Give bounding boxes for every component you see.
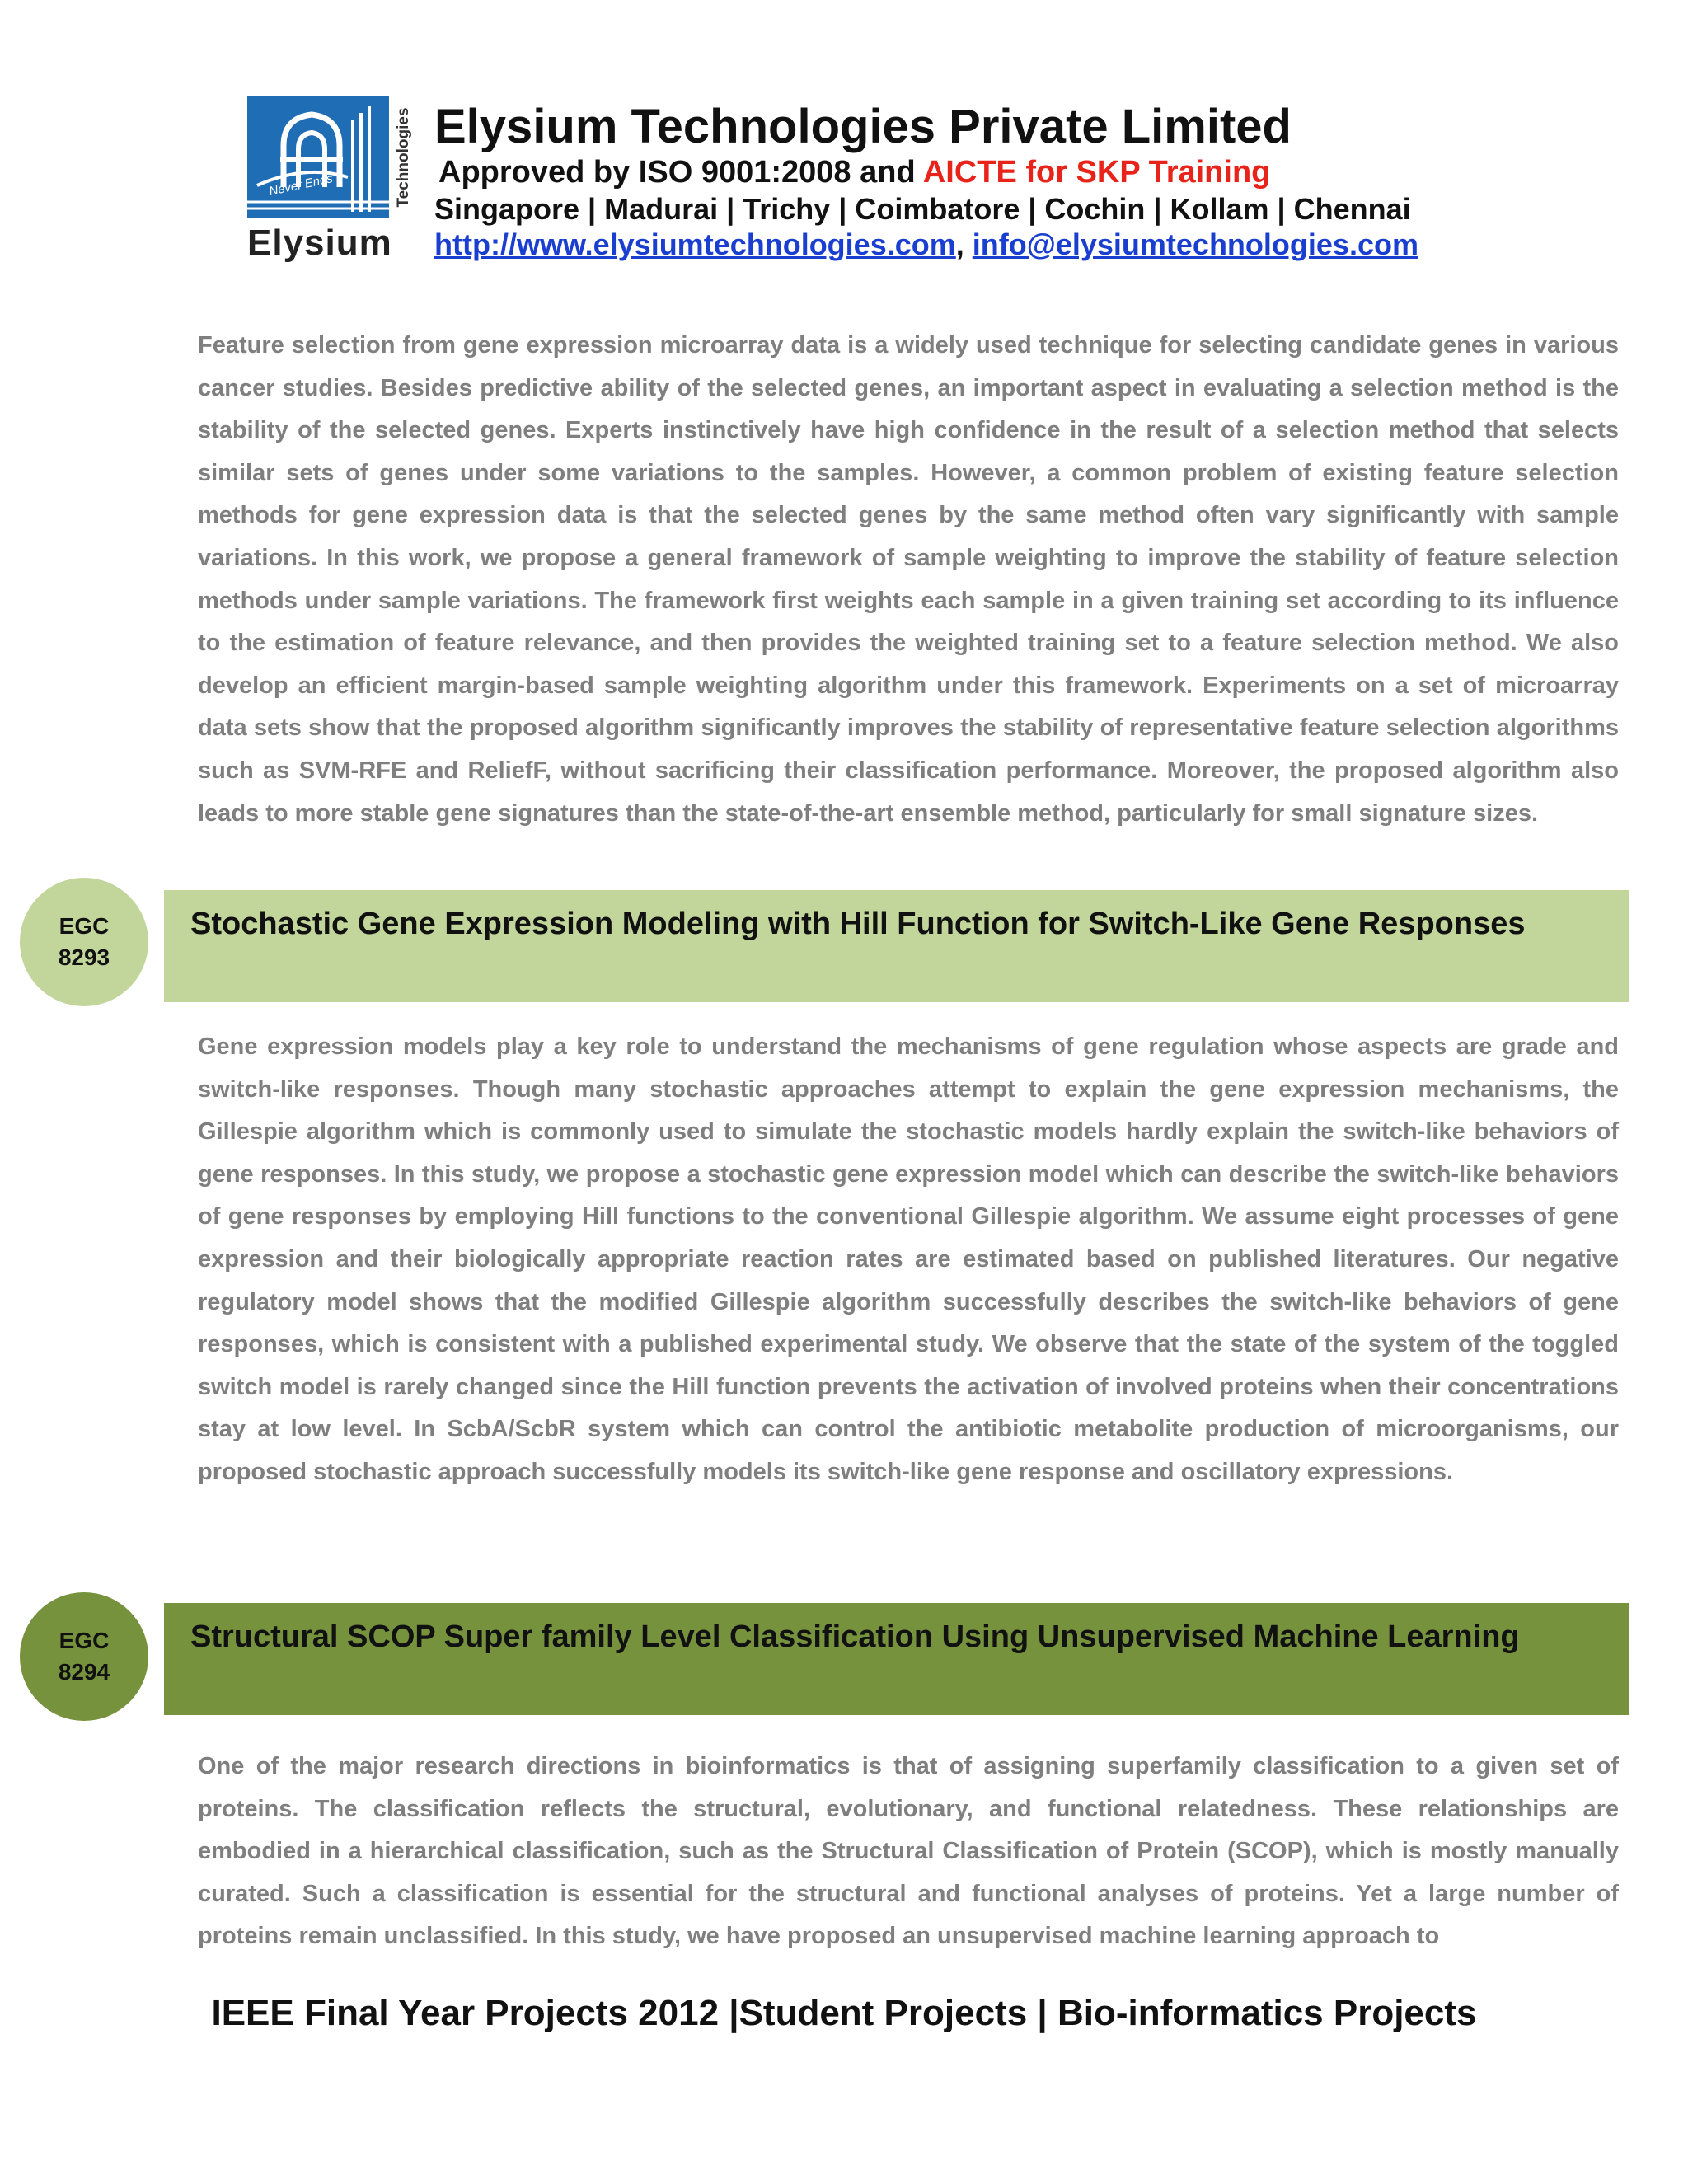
project-code-number: 8293 (58, 944, 110, 970)
project-title: Structural SCOP Super family Level Classification Using Unsupervised Machine Learning (190, 1619, 1520, 1654)
logo-vertical-text (391, 96, 417, 218)
project-abstract: Gene expression models play a key role to understand the mechanisms of gene regulation whose aspects are grade and switch-like responses. Though many stochastic approaches attempt to explain the gene expression mechanisms, the Gillespie algorithm which is commonly used to simulate the stochastic models hardly explain the switch-like behaviors of gene responses. In this study, we propose a stochastic gene expression model which can describe the switch-like behaviors of gene responses by employing Hill functions to the conventional Gillespie algorithm. We assume eight processes of gene expression and their biologically appropriate reaction rates are estimated based on published literatures. Our negative regulatory model shows that the modified Gillespie algorithm successfully describes the switch-like behaviors of gene responses, which is consistent with a published experimental study. We observe that the state of the system of the toggled switch model is rarely changed since the Hill function prevents the activation of involved proteins when their concentrations stay at low level. In ScbA/ScbR system which can control the antibiotic metabolite production of microorganisms, our proposed stochastic approach successfully models its switch-like gene response and oscillatory expressions. (198, 1033, 1619, 1485)
office-locations: Singapore | Madurai | Trichy | Coimbatore | Cochin | Kollam | Chennai (434, 192, 1411, 226)
project-title: Stochastic Gene Expression Modeling with Hill Function for Switch-Like Gene Responses (190, 907, 1526, 941)
link-separator: , (955, 227, 973, 261)
project-code-number: 8294 (58, 1659, 110, 1685)
project-abstract: One of the major research directions in bioinformatics is that of assigning superfamily classification to a given set of proteins. The classification reflects the structural, evolutionary, and functional relatedness. These relationships are embodied in a hierarchical classification, such as the Structural Classification of Protein (SCOP), which is mostly manually curated. Such a classification is essential for the structural and functional analyses of proteins. Yet a large number of proteins remain unclassified. In this study, we have proposed an unsupervised machine learning approach to (198, 1753, 1619, 1950)
website-link[interactable]: http://www.elysiumtechnologies.com (434, 227, 956, 261)
approval-text: Approved by ISO 9001:2008 and (438, 155, 923, 190)
project-code-badge (20, 1592, 148, 1721)
page-footer: IEEE Final Year Projects 2012 |Student Projects | Bio-informatics Projects (211, 1993, 1477, 2033)
email-link[interactable]: info@elysiumtechnologies.com (972, 227, 1418, 261)
logo-technologies-text: Technologies (395, 107, 412, 208)
logo-wordmark: Elysium (247, 223, 392, 263)
project-code-badge (20, 878, 148, 1006)
project-code-prefix: EGC (59, 1628, 110, 1653)
contact-links (434, 227, 1418, 262)
project-code-prefix: EGC (59, 913, 110, 939)
company-logo (247, 96, 389, 218)
abstract-continued: Feature selection from gene expression microarray data is a widely used technique for selecting candidate genes in various cancer studies. Besides predictive ability of the selected genes, an important aspect in evaluating a selection method is the stability of the selected genes. Experts instinctively have high confidence in the result of a selection method that selects similar sets of genes under some variations to the samples. However, a common problem of existing feature selection methods for gene expression data is that the selected genes by the same method often vary significantly with sample variations. In this work, we propose a general framework of sample weighting to improve the stability of feature selection methods under sample variations. The framework first weights each sample in a given training set according to its influence to the estimation of feature relevance, and then provides the weighted training set to a feature selection method. We also develop an efficient margin-based sample weighting algorithm under this framework. Experiments on a set of microarray data sets show that the proposed algorithm significantly improves the stability of representative feature selection algorithms such as SVM-RFE and ReliefF, without sacrificing their classification performance. Moreover, the proposed algorithm also leads to more stable gene signatures than the state-of-the-art ensemble method, particularly for small signature sizes. (198, 332, 1619, 827)
approval-line (438, 155, 1270, 190)
company-name: Elysium Technologies Private Limited (434, 100, 1292, 153)
project-title-bar (164, 1603, 1629, 1715)
logo-tagline: Never Ends (267, 171, 335, 199)
project-title-bar (164, 890, 1629, 1002)
elysium-tower-logo-icon (247, 96, 389, 218)
approval-highlight: AICTE for SKP Training (922, 155, 1271, 190)
